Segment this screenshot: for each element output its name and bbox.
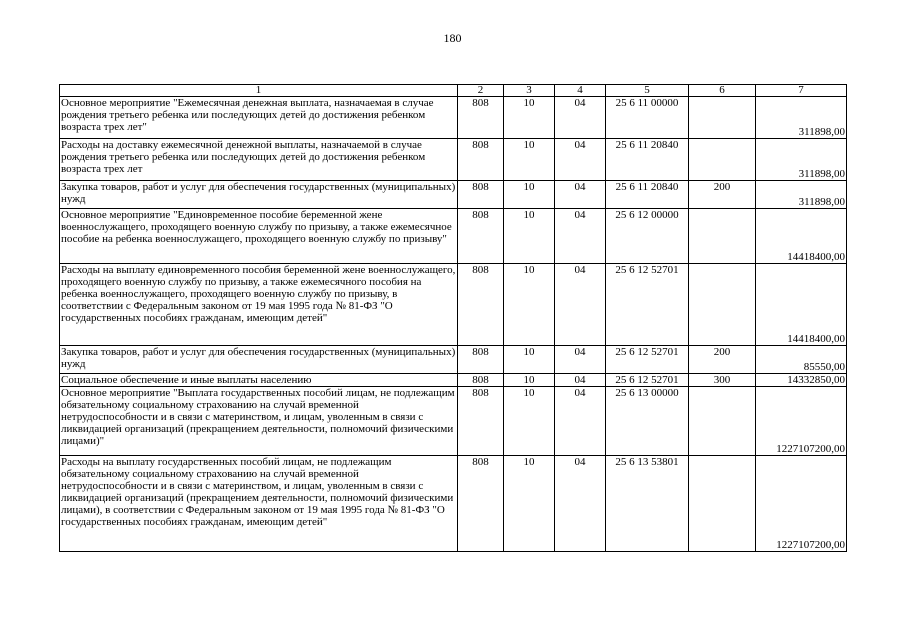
col-target-article: 25 6 12 52701	[606, 346, 689, 374]
row-name: Основное мероприятие "Ежемесячная денежная выплата, назначаемая в случае рождения третьего ребенка или последующих детей до достижения ребенком возраста трех лет"	[60, 97, 458, 139]
col-section: 10	[504, 181, 555, 209]
col-subsection: 04	[555, 346, 606, 374]
row-name: Основное мероприятие "Выплата государственных пособий лицам, не подлежащим обязательному социальному страхованию на случай временной нетрудоспособности и в связи с материнством, и лицам, уволенным в связи с ликвидацией организаций (прекращением деятельности, полномочий физическими лицами)"	[60, 387, 458, 456]
col-section: 10	[504, 264, 555, 346]
header-cell-7: 7	[756, 85, 847, 97]
table-row	[60, 97, 847, 139]
header-cell-5: 5	[606, 85, 689, 97]
col-target-article: 25 6 13 00000	[606, 387, 689, 456]
header-cell-2: 2	[458, 85, 504, 97]
row-name: Основное мероприятие "Единовременное пособие беременной жене военнослужащего, проходящего военную службу по призыву, а также ежемесячное пособие на ребенка военнослужащего, проходящего военную службу по призыву"	[60, 209, 458, 264]
col-amount: 1227107200,00	[756, 456, 847, 552]
header-cell-3: 3	[504, 85, 555, 97]
col-section: 10	[504, 97, 555, 139]
col-subsection: 04	[555, 264, 606, 346]
col-admin-code: 808	[458, 264, 504, 346]
header-cell-4: 4	[555, 85, 606, 97]
col-expense-type: 300	[689, 374, 756, 387]
col-expense-type	[689, 264, 756, 346]
col-expense-type	[689, 209, 756, 264]
col-target-article: 25 6 13 53801	[606, 456, 689, 552]
row-name: Закупка товаров, работ и услуг для обеспечения государственных (муниципальных) нужд	[60, 346, 458, 374]
row-name: Закупка товаров, работ и услуг для обеспечения государственных (муниципальных) нужд	[60, 181, 458, 209]
col-expense-type	[689, 387, 756, 456]
col-target-article: 25 6 11 20840	[606, 139, 689, 181]
table-row	[60, 387, 847, 456]
page-number: 180	[443, 31, 462, 45]
col-amount: 311898,00	[756, 97, 847, 139]
table-row	[60, 346, 847, 374]
col-expense-type: 200	[689, 181, 756, 209]
col-subsection: 04	[555, 97, 606, 139]
col-target-article: 25 6 11 00000	[606, 97, 689, 139]
col-admin-code: 808	[458, 139, 504, 181]
header-cell-6: 6	[689, 85, 756, 97]
header-cell-1: 1	[60, 85, 458, 97]
col-expense-type	[689, 97, 756, 139]
col-expense-type	[689, 139, 756, 181]
col-amount: 1227107200,00	[756, 387, 847, 456]
col-expense-type	[689, 456, 756, 552]
col-amount: 311898,00	[756, 181, 847, 209]
header-row	[60, 85, 847, 97]
row-name: Социальное обеспечение и иные выплаты населению	[60, 374, 458, 387]
col-target-article: 25 6 12 52701	[606, 264, 689, 346]
budget-table	[59, 84, 847, 552]
col-admin-code: 808	[458, 97, 504, 139]
col-admin-code: 808	[458, 374, 504, 387]
col-section: 10	[504, 387, 555, 456]
col-amount: 85550,00	[756, 346, 847, 374]
row-name: Расходы на доставку ежемесячной денежной выплаты, назначаемой в случае рождения третьего ребенка или последующих детей до достижения ребенком возраста трех лет	[60, 139, 458, 181]
col-section: 10	[504, 346, 555, 374]
row-name: Расходы на выплату единовременного пособия беременной жене военнослужащего, проходящего военную службу по призыву, а также ежемесячного пособия на ребенка военнослужащего, проходящего военную службу по призыву, в соответствии с Федеральным законом от 19 мая 1995 года № 81-ФЗ "О государственных пособиях гражданам, имеющим детей"	[60, 264, 458, 346]
table-row	[60, 374, 847, 387]
col-subsection: 04	[555, 456, 606, 552]
col-admin-code: 808	[458, 456, 504, 552]
col-subsection: 04	[555, 209, 606, 264]
col-subsection: 04	[555, 374, 606, 387]
col-expense-type: 200	[689, 346, 756, 374]
col-admin-code: 808	[458, 181, 504, 209]
table-row	[60, 456, 847, 552]
col-admin-code: 808	[458, 387, 504, 456]
table-row	[60, 209, 847, 264]
col-admin-code: 808	[458, 209, 504, 264]
table-row	[60, 264, 847, 346]
col-amount: 14418400,00	[756, 209, 847, 264]
table-row	[60, 181, 847, 209]
col-target-article: 25 6 12 00000	[606, 209, 689, 264]
col-section: 10	[504, 139, 555, 181]
col-subsection: 04	[555, 181, 606, 209]
col-subsection: 04	[555, 387, 606, 456]
col-section: 10	[504, 209, 555, 264]
col-admin-code: 808	[458, 346, 504, 374]
col-amount: 14332850,00	[756, 374, 847, 387]
col-section: 10	[504, 374, 555, 387]
row-name: Расходы на выплату государственных пособий лицам, не подлежащим обязательному социальному страхованию на случай временной нетрудоспособности и в связи с материнством, и лицам, уволенным в связи с ликвидацией организаций (прекращением деятельности, полномочий физическими лицами), в соответствии с Федеральным законом от 19 мая 1995 года № 81-ФЗ "О государственных пособиях гражданам, имеющим детей"	[60, 456, 458, 552]
col-amount: 311898,00	[756, 139, 847, 181]
col-section: 10	[504, 456, 555, 552]
col-target-article: 25 6 11 20840	[606, 181, 689, 209]
col-amount: 14418400,00	[756, 264, 847, 346]
col-target-article: 25 6 12 52701	[606, 374, 689, 387]
table-row	[60, 139, 847, 181]
col-subsection: 04	[555, 139, 606, 181]
